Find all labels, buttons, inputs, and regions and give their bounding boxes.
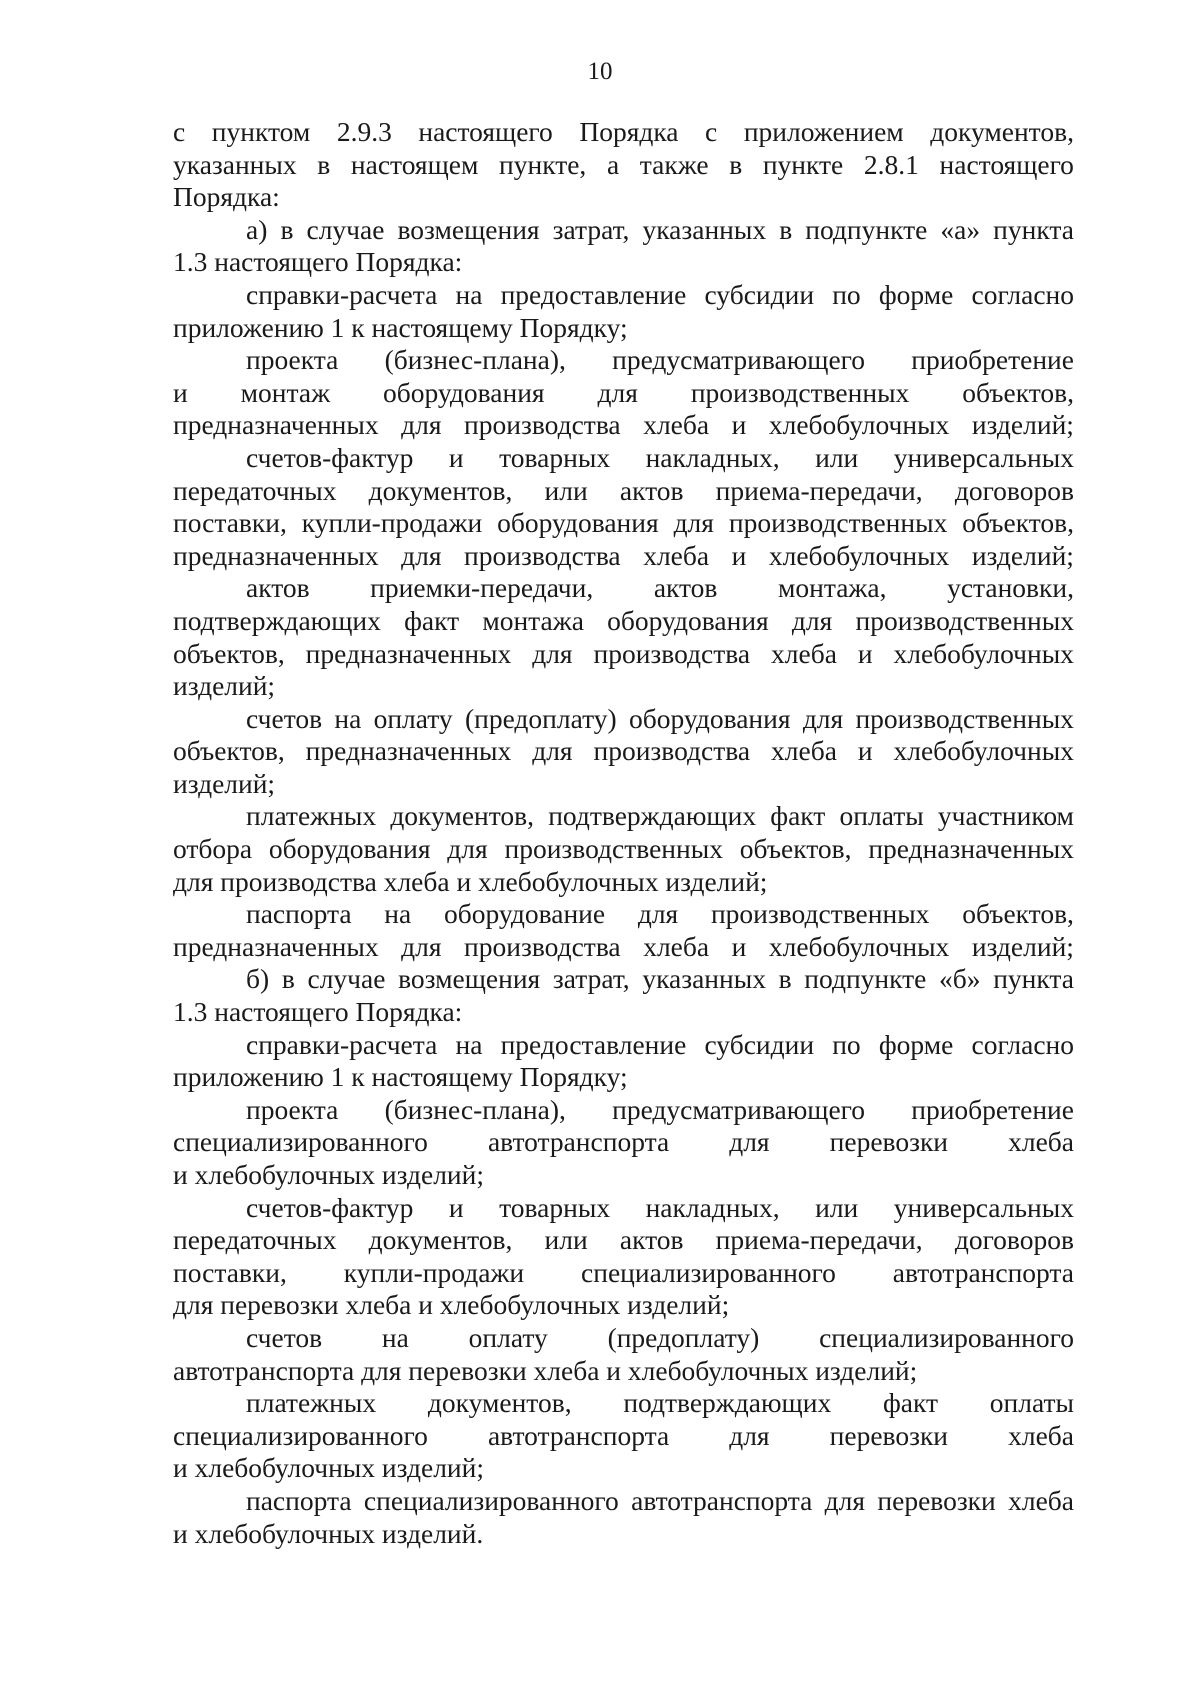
word: производства [464,930,621,962]
word: договоров [954,1224,1074,1256]
word: счетов [246,1321,323,1353]
word: объектов, [962,507,1074,539]
word: пункта [993,213,1074,245]
word: «б» [939,963,981,995]
word: проекта [246,1093,339,1125]
word: актов [246,572,310,604]
word: для [401,539,442,571]
text-line: изделий; [173,767,276,799]
text-line: и хлебобулочных изделий. [173,1517,484,1549]
word: факт [404,604,460,636]
word: субсидии [704,1028,815,1060]
word: а [606,148,620,180]
text-line [173,1192,1074,1225]
word: оплату [373,702,453,734]
word: хлеба [643,409,710,441]
word: и [173,376,188,408]
word: поставки, [173,507,287,539]
text-line [173,898,1074,931]
text-line [173,1126,1074,1159]
word: на [455,1028,483,1060]
word: объектов, [173,735,285,767]
word: приобретение [911,1093,1074,1125]
word: хлеба [1008,1419,1074,1451]
word: пункте, [499,148,587,180]
text-line [173,833,1074,866]
word: объектов, [739,833,852,865]
word: согласно [971,1028,1074,1060]
word: для [729,1126,770,1158]
word: предусматривающего [612,1093,865,1125]
word: предназначенных [305,637,512,669]
word: предоставление [500,1028,687,1060]
word: объектов, [962,376,1074,408]
word: подтверждающих [548,800,757,832]
text-line [173,1094,1074,1127]
word: подтверждающих [173,604,381,636]
word: Порядка [579,116,679,147]
word: пунктом [211,116,311,147]
word: (предоплату) [464,702,617,734]
word: счетов-фактур [246,1191,414,1223]
word: счетов-фактур [246,441,414,473]
word: передаточных [173,474,337,506]
text-line [173,703,1074,736]
text-line: автотранспорта для перевозки хлеба и хлебобулочных изделий; [173,1354,918,1386]
text-line: 1.3 настоящего Порядка: [173,246,463,278]
word: производства [593,735,751,767]
word: оплату [468,1321,548,1353]
word: специализированного [363,1484,619,1516]
word: приемки-передачи, [370,572,594,604]
word: факт [770,800,826,832]
word: указанных [173,148,297,180]
word: изделий; [971,539,1074,571]
word: предусматривающего [612,344,865,376]
word: изделий; [971,409,1074,441]
word: в [779,213,793,245]
word: монтажа, [777,572,887,604]
word: затрат, [552,963,630,995]
word: хлебобулочных [768,539,950,571]
word: на [381,1321,409,1353]
word: также [639,148,709,180]
word: и [857,637,873,669]
word: оборудования [497,507,659,539]
word: актов [619,474,684,506]
word: хлебобулочных [768,409,950,441]
text-line: Порядка: [173,181,280,213]
word: актов [619,1224,684,1256]
word: в [280,213,294,245]
word: объектов, [962,898,1074,930]
text-line [173,1485,1074,1518]
word: предназначенных [173,409,379,441]
word: настоящем [350,148,479,180]
word: платежных [246,1387,377,1419]
text-line: 1.3 настоящего Порядка: [173,996,463,1028]
word: оборудования [607,604,769,636]
word: для [791,604,833,636]
word: для [802,702,844,734]
word: 2.8.1 [863,148,919,180]
word: товарных [499,1191,611,1223]
word: производственных [690,376,910,408]
text-line: для производства хлеба и хлебобулочных изделий; [173,865,768,897]
word: для [729,1419,770,1451]
word: или [544,474,588,506]
word: оборудования [628,702,791,734]
text-line [173,735,1074,768]
word: субсидии [704,278,815,310]
word: участником [937,800,1074,832]
word: перевозки [829,1419,949,1451]
text-line [173,214,1074,247]
document-body [173,116,1074,1550]
word: производственных [855,702,1074,734]
word: на [384,898,412,930]
word: передаточных [173,1224,337,1256]
word: настоящего [939,148,1074,180]
word: на [455,278,483,310]
word: производства [464,539,621,571]
word: производства [464,409,621,441]
word: с [705,116,718,147]
word: хлеба [643,930,710,962]
word: а) [246,213,268,245]
word: для [532,735,573,767]
text-line [173,149,1074,182]
word: в [778,963,792,995]
word: настоящего [418,116,553,147]
text-line [173,507,1074,540]
word: и [731,539,747,571]
word: по [832,1028,861,1060]
word: указанных [642,963,766,995]
text-line: и хлебобулочных изделий; [173,1159,484,1190]
text-line [173,442,1074,475]
text-line [173,475,1074,508]
word: перевозки [829,1126,949,1158]
text-line: и хлебобулочных изделий; [173,1452,484,1484]
word: или [815,441,859,473]
text-line [173,540,1074,573]
word: товарных [499,441,611,473]
text-line: приложению 1 к настоящему Порядку; [173,1061,628,1093]
word: (бизнес-плана), [384,344,566,376]
word: для [673,507,714,539]
text-line [173,1029,1074,1062]
word: универсальных [893,1191,1074,1223]
word: платежных [246,800,377,832]
word: специализированного [581,1256,836,1288]
word: 2.9.3 [336,116,392,147]
word: установки, [947,572,1074,604]
text-line [173,1224,1074,1257]
word: пункта [993,963,1074,995]
text-line: приложению 1 к настоящему Порядку; [173,311,628,343]
word: или [815,1191,859,1223]
word: документов, [930,116,1074,147]
word: возмещения [397,213,540,245]
word: для [447,833,488,865]
word: приобретение [911,344,1074,376]
word: на [334,702,362,734]
text-line [173,963,1074,996]
text-line [173,1322,1074,1355]
word: актов [653,572,718,604]
word: монтажа [482,604,584,636]
word: форме [878,278,954,310]
word: пункте [762,148,844,180]
word: для [401,930,442,962]
word: и [448,441,464,473]
word: для [532,637,573,669]
word: поставки, [173,1256,287,1288]
word: справки-расчета [246,278,438,310]
word: хлеба [771,735,837,767]
word: с [173,116,186,147]
word: автотранспорта [892,1256,1074,1288]
word: проекта [246,344,339,376]
word: предназначенных [173,539,379,571]
word: документов, [368,1224,513,1256]
word: хлебобулочных [893,637,1074,669]
word: для [401,409,442,441]
word: по [832,278,861,310]
word: оплаты [989,1387,1074,1419]
word: затрат, [552,213,630,245]
word: специализированного [173,1126,428,1158]
word: производственных [728,507,948,539]
word: форме [878,1028,954,1060]
word: автотранспорта [487,1419,670,1451]
word: хлеба [771,637,837,669]
word: накладных, [645,1191,780,1223]
word: производственных [710,898,930,930]
text-line [173,409,1074,442]
word: хлеба [1008,1126,1074,1158]
text-line [173,377,1074,410]
word: хлебобулочных [768,930,950,962]
word: в [281,963,295,995]
word: приложением [743,116,904,147]
word: подпункте [805,213,928,245]
text-line [173,800,1074,833]
word: производства [593,637,751,669]
word: договоров [954,474,1074,506]
word: приема-передачи, [715,474,923,506]
word: автотранспорта [631,1484,813,1516]
text-line [173,572,1074,605]
word: накладных, [645,441,780,473]
word: оборудования [268,833,431,865]
word: (предоплату) [607,1321,760,1353]
word: возмещения [398,963,541,995]
word: приема-передачи, [715,1224,923,1256]
word: автотранспорта [487,1126,670,1158]
word: предоставление [500,278,687,310]
word: перевозки [877,1484,996,1516]
word: указанных [642,213,767,245]
word: изделий; [971,930,1074,962]
word: купли-продажи [301,507,483,539]
text-line [173,279,1074,312]
word: хлеба [643,539,710,571]
word: хлебобулочных [893,735,1074,767]
page-number: 10 [587,58,613,85]
word: факт [882,1387,939,1419]
word: паспорта [246,898,352,930]
word: для [637,898,679,930]
text-line [173,344,1074,377]
text-line [173,1257,1074,1290]
word: купли-продажи [343,1256,525,1288]
word: производственных [855,604,1074,636]
word: предназначенных [173,930,379,962]
text-line [173,1387,1074,1420]
word: и [731,409,747,441]
word: предназначенных [868,833,1074,865]
word: в [317,148,331,180]
word: случае [307,963,386,995]
word: предназначенных [305,735,512,767]
word: «а» [940,213,981,245]
word: оборудование [443,898,606,930]
word: для [824,1484,866,1516]
word: в [729,148,743,180]
word: документов, [427,1387,572,1419]
text-line [173,931,1074,964]
word: счетов [246,702,323,734]
word: подтверждающих [623,1387,832,1419]
word: оплаты [839,800,924,832]
word: оборудования [383,376,545,408]
word: и [448,1191,464,1223]
word: согласно [971,278,1074,310]
word: справки-расчета [246,1028,438,1060]
text-line: изделий; [173,670,276,702]
text-line [173,605,1074,638]
word: и [857,735,873,767]
word: и [731,930,747,962]
word: (бизнес-плана), [384,1093,566,1125]
word: универсальных [893,441,1074,473]
text-line: для перевозки хлеба и хлебобулочных изделий; [173,1289,730,1321]
word: подпункте [804,963,927,995]
text-line [173,1420,1074,1453]
word: специализированного [819,1321,1074,1353]
word: документов, [368,474,513,506]
word: хлеба [1008,1484,1074,1516]
word: документов, [390,800,535,832]
text-line [173,116,1074,149]
word: или [544,1224,588,1256]
word: объектов, [173,637,285,669]
word: отбора [173,833,253,865]
word: случае [306,213,385,245]
word: паспорта [246,1484,352,1516]
word: для [597,376,638,408]
word: монтаж [240,376,331,408]
word: б) [246,963,270,995]
text-line [173,638,1074,671]
word: специализированного [173,1419,428,1451]
word: производственных [504,833,723,865]
